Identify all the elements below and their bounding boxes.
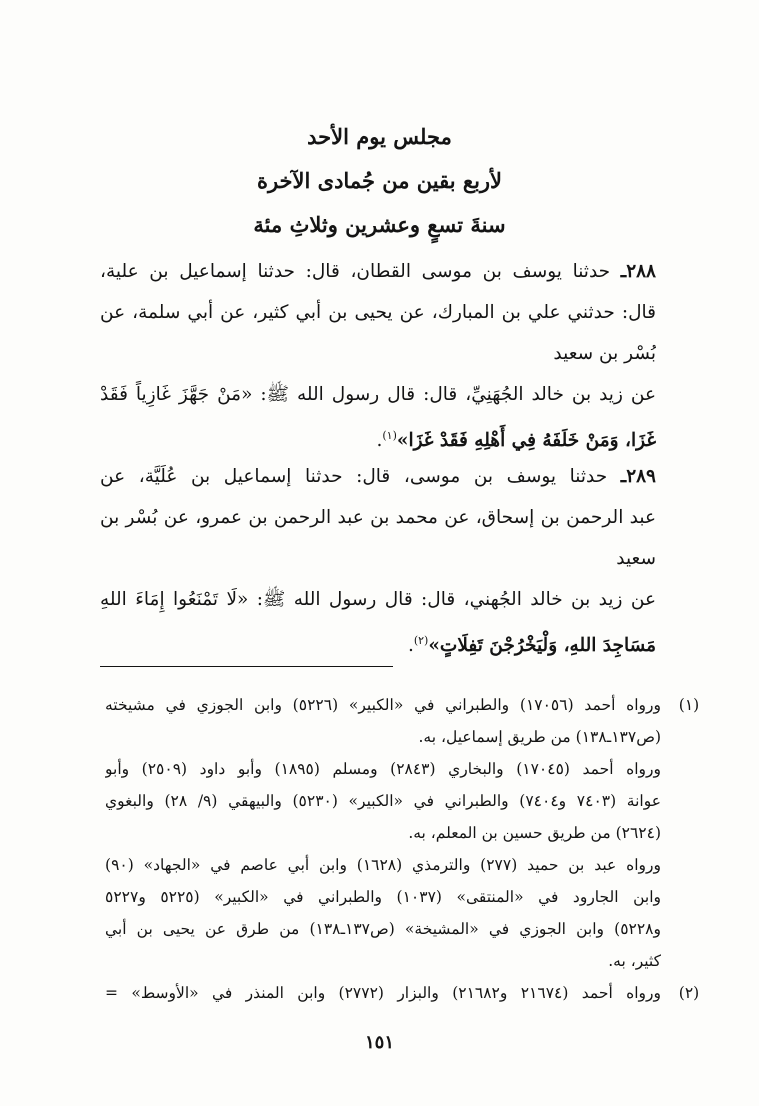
hadith-288-isnad-line-1: ٢٨٨ـ حدثنا يوسف بن موسى القطان، قال: حدثنا إسماعيل بن علية،	[100, 261, 656, 282]
footnote-2-label: (٢)	[678, 984, 700, 1002]
footnote-1-line: ورواه أحمد (١٧٠٥٦) والطبراني في «الكبير» (٥٢٢٦) وابن الجوزي في مشيخته	[105, 696, 661, 714]
hadith-288-isnad-line-2: قال: حدثني علي بن المبارك، عن يحيى بن أبي كثير، عن أبي سلمة، عن	[100, 302, 656, 323]
footnote-ref: (١)	[382, 429, 397, 442]
page-number: ١٥١	[364, 1032, 394, 1053]
footnote-1-line: (٢٦٢٤) من طريق حسين بن المعلم، به.	[408, 824, 661, 842]
hadith-289-isnad-line-1: ٢٨٩ـ حدثنا يوسف بن موسى، قال: حدثنا إسماعيل بن عُلَيَّة، عن	[100, 466, 656, 487]
footnote-1-label: (١)	[678, 696, 700, 714]
majlis-year: سنةَ تسعٍ وعشرين وثلاثِ مئة	[253, 212, 506, 237]
hadith-288-matn-line-1: عن زيد بن خالد الجُهَنِيِّ، قال: قال رسول الله ﷺ: «مَنْ جَهَّزَ غَازِياً فَقَدْ	[100, 384, 656, 405]
footnote-2-line: ورواه أحمد (٢١٦٧٤ و٢١٦٨٢) والبزار (٢٧٧٢) وابن المنذر في «الأوسط» =	[105, 984, 661, 1002]
majlis-date: لأربع بقين من جُمادى الآخرة	[256, 168, 503, 193]
hadith-288-matn-line-2: غَزَا، وَمَنْ خَلَفَهُ فِي أَهْلِهِ فَقَدْ غَزَا»$^{(١)}$.	[376, 429, 656, 452]
hadith-number: ٢٨٩ـ	[620, 466, 656, 487]
footnote-separator	[100, 666, 393, 667]
footnote-1-line: و٥٢٢٨) وابن الجوزي في «المشيخة» (ص١٣٧ـ١٣٨) من طرق عن يحيى بن أبي	[105, 920, 661, 938]
hadith-289-matn-line-1: عن زيد بن خالد الجُهني، قال: قال رسول الله ﷺ: «لَا تَمْنَعُوا إِمَاءَ اللهِ	[100, 589, 656, 610]
hadith-289-isnad-line-3: سعيد	[616, 548, 656, 569]
hadith-number: ٢٨٨ـ	[620, 261, 656, 282]
hadith-289-matn-line-2: مَسَاجِدَ اللهِ، وَلْيَخْرُجْنَ تَفِلَاتٍ»$^{(٢)}$.	[407, 634, 656, 657]
footnote-1-line: (ص١٣٧ـ١٣٨) من طريق إسماعيل، به.	[418, 728, 661, 746]
hadith-289-isnad-line-2: عبد الرحمن بن إسحاق، عن محمد بن عبد الرحمن بن عمرو، عن بُسْر بن	[100, 507, 656, 528]
footnote-ref: (٢)	[413, 634, 429, 647]
footnote-1-line: كثير، به.	[608, 952, 661, 970]
footnote-1-line: ورواه أحمد (١٧٠٤٥) والبخاري (٢٨٤٣) ومسلم (١٨٩٥) وأبو داود (٢٥٠٩) وأبو	[105, 760, 661, 778]
hadith-288-isnad-line-3: بُسْر بن سعيد	[553, 343, 656, 364]
majlis-title: مجلس يوم الأحد	[307, 124, 452, 149]
footnote-1-line: عوانة (٧٤٠٣ و٧٤٠٤) والطبراني في «الكبير» (٥٢٣٠) والبيهقي (٩/ ٢٨) والبغوي	[105, 792, 661, 810]
footnote-1-line: ورواه عبد بن حميد (٢٧٧) والترمذي (١٦٢٨) وابن أبي عاصم في «الجهاد» (٩٠)	[105, 856, 661, 874]
footnote-1-line: وابن الجارود في «المنتقى» (١٠٣٧) والطبراني في «الكبير» (٥٢٢٥ و٥٢٢٧	[105, 888, 661, 906]
